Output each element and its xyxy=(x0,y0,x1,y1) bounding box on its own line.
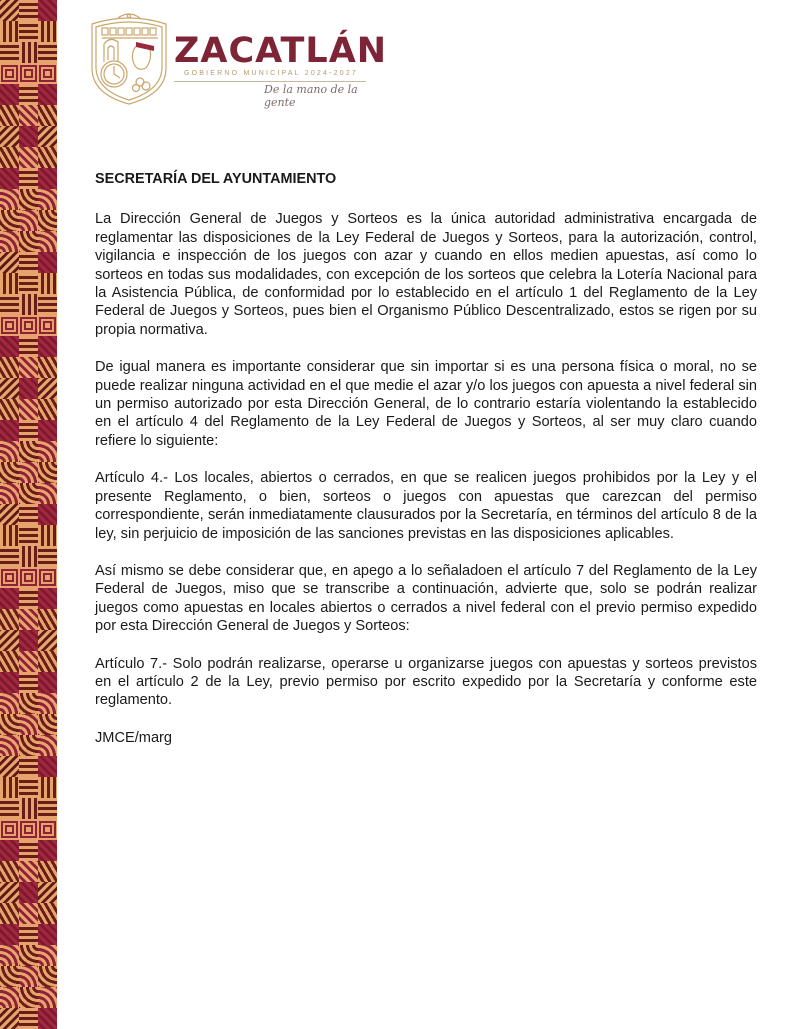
document-heading: SECRETARÍA DEL AYUNTAMIENTO xyxy=(95,171,337,187)
border-pattern-tile xyxy=(19,84,38,105)
border-pattern-tile xyxy=(19,441,38,462)
border-pattern-tile xyxy=(0,357,19,378)
border-pattern-tile xyxy=(38,189,57,210)
border-pattern-tile xyxy=(38,756,57,777)
border-pattern-tile xyxy=(0,273,19,294)
border-pattern-tile xyxy=(38,315,57,336)
border-pattern-tile xyxy=(38,126,57,147)
border-pattern-tile xyxy=(38,777,57,798)
coat-of-arms-icon xyxy=(88,10,170,106)
border-pattern-tile xyxy=(19,882,38,903)
border-pattern-tile xyxy=(38,882,57,903)
border-pattern-tile xyxy=(19,0,38,21)
border-pattern-tile xyxy=(0,903,19,924)
border-pattern-tile xyxy=(19,525,38,546)
border-pattern-tile xyxy=(19,546,38,567)
border-pattern-tile xyxy=(19,672,38,693)
border-pattern-tile xyxy=(19,756,38,777)
border-pattern-tile xyxy=(0,546,19,567)
border-pattern-tile xyxy=(0,63,19,84)
border-pattern-tile xyxy=(19,567,38,588)
border-pattern-tile xyxy=(38,357,57,378)
border-pattern-tile xyxy=(38,966,57,987)
brand-subtitle: GOBIERNO MUNICIPAL 2024-2027 xyxy=(183,70,359,77)
border-pattern-tile xyxy=(19,903,38,924)
border-pattern-tile xyxy=(38,105,57,126)
border-pattern-tile xyxy=(19,945,38,966)
border-pattern-tile xyxy=(0,168,19,189)
border-pattern-tile xyxy=(0,252,19,273)
border-pattern-tile xyxy=(0,294,19,315)
border-pattern-tile xyxy=(0,525,19,546)
border-pattern-tile xyxy=(38,840,57,861)
border-pattern-tile xyxy=(0,714,19,735)
border-pattern-tile xyxy=(38,42,57,63)
border-pattern-tile xyxy=(19,252,38,273)
border-pattern-tile xyxy=(0,819,19,840)
border-pattern-tile xyxy=(0,21,19,42)
border-pattern-tile xyxy=(0,315,19,336)
border-pattern-tile xyxy=(0,987,19,1008)
border-pattern-tile xyxy=(0,126,19,147)
border-pattern-tile xyxy=(19,819,38,840)
brand-name: ZACATLÁN xyxy=(174,31,388,71)
border-pattern-tile xyxy=(38,672,57,693)
border-pattern-tile xyxy=(0,336,19,357)
border-pattern-tile xyxy=(19,399,38,420)
border-pattern-tile xyxy=(0,504,19,525)
border-pattern-tile xyxy=(19,336,38,357)
border-pattern-tile xyxy=(0,861,19,882)
border-pattern-tile xyxy=(38,21,57,42)
border-pattern-tile xyxy=(0,441,19,462)
border-pattern-tile xyxy=(19,798,38,819)
article-4-quote: Artículo 4.- Los locales, abiertos o cerrados, en que se realicen juegos prohibidos por la Ley y el presente Reglamento, o bien, sorteos o juegos con apuestas que carezcan del permiso correspondiente, serán inmediatamente clausurados por la Secretaría, en términos del artículo 8 de la ley, sin perjuicio de imposición de las sanciones previstas en las disposiciones aplicables. xyxy=(95,470,757,542)
border-pattern-tile xyxy=(38,231,57,252)
border-pattern-tile xyxy=(19,63,38,84)
border-pattern-tile xyxy=(0,399,19,420)
border-pattern-tile xyxy=(19,651,38,672)
border-pattern-tile xyxy=(38,546,57,567)
border-pattern-tile xyxy=(19,609,38,630)
border-pattern-tile xyxy=(0,210,19,231)
border-pattern-tile xyxy=(38,609,57,630)
border-pattern-tile xyxy=(38,693,57,714)
border-pattern-tile xyxy=(0,147,19,168)
border-pattern-tile xyxy=(38,0,57,21)
border-pattern-tile xyxy=(19,126,38,147)
border-pattern-tile xyxy=(38,210,57,231)
border-pattern-tile xyxy=(19,924,38,945)
brand-divider xyxy=(174,81,366,82)
border-pattern-tile xyxy=(38,378,57,399)
border-pattern-tile xyxy=(0,630,19,651)
border-pattern-tile xyxy=(19,714,38,735)
border-pattern-tile xyxy=(38,462,57,483)
border-pattern-tile xyxy=(38,63,57,84)
border-pattern-tile xyxy=(38,819,57,840)
border-pattern-tile xyxy=(19,987,38,1008)
border-pattern-tile xyxy=(19,777,38,798)
paragraph-4: Así mismo se debe considerar que, en apego a lo señaladoen el artículo 7 del Reglamento de la Ley Federal de Juegos, miso que se transcribe a continuación, advierte que, solo se podrán realizar juegos como apuestas en locales abiertos o cerrados a nivel federal con el previo permiso expedido por esta Dirección General de Juegos y Sorteos: xyxy=(95,562,757,635)
border-pattern-tile xyxy=(0,231,19,252)
border-pattern-tile xyxy=(38,84,57,105)
border-pattern-tile xyxy=(38,651,57,672)
border-pattern-tile xyxy=(38,252,57,273)
border-pattern-tile xyxy=(0,966,19,987)
paragraph-2: De igual manera es importante considerar que sin importar si es una persona física o moral, no se puede realizar ninguna actividad en el que medie el azar y/o los juegos con apuesta a nivel federal sin un permiso autorizado por esta Dirección General, de lo contrario estaría violentando la establecido en el artículo 4 del Reglamento de la Ley Federal de Juegos y Sorteos, al ser muy claro cuando refiere lo siguiente: xyxy=(95,359,757,449)
border-pattern-tile xyxy=(0,924,19,945)
border-pattern-tile xyxy=(19,483,38,504)
border-pattern-tile xyxy=(38,588,57,609)
border-pattern-tile xyxy=(19,42,38,63)
border-pattern-tile xyxy=(19,315,38,336)
border-pattern-tile xyxy=(38,567,57,588)
border-pattern-tile xyxy=(38,714,57,735)
border-pattern-tile xyxy=(0,798,19,819)
border-pattern-tile xyxy=(0,651,19,672)
border-pattern-tile xyxy=(0,882,19,903)
paragraph-1: La Dirección General de Juegos y Sorteos es la única autoridad administrativa encargada de reglamentar las disposiciones de la Ley Federal de Juegos y Sorteos, para la autorización, control, vigilancia e inspección de los juegos con azar y cuando en ellos medien apuestas, así como lo sorteos en todas sus modalidades, con excepción de los sorteos que celebra la Lotería Nacional para la Asistencia Pública, de conformidad por lo establecido en el artículo 1 del Reglamento de la Ley Federal de Juegos y Sorteos, pues bien el Organismo Público Descentralizado, estos se rigen por su propia normativa. xyxy=(95,211,757,338)
border-pattern-tile xyxy=(0,0,19,21)
border-pattern-tile xyxy=(19,630,38,651)
border-pattern-tile xyxy=(19,420,38,441)
border-pattern-tile xyxy=(19,105,38,126)
border-pattern-tile xyxy=(0,756,19,777)
border-pattern-tile xyxy=(19,966,38,987)
border-pattern-tile xyxy=(38,168,57,189)
border-pattern-tile xyxy=(38,483,57,504)
border-pattern-tile xyxy=(19,504,38,525)
border-pattern-tile xyxy=(38,903,57,924)
border-pattern-tile xyxy=(38,1008,57,1029)
border-pattern-tile xyxy=(0,609,19,630)
document-body xyxy=(95,170,757,747)
border-pattern-tile xyxy=(0,483,19,504)
border-pattern-tile xyxy=(0,588,19,609)
border-pattern-tile xyxy=(38,336,57,357)
border-pattern-tile xyxy=(0,462,19,483)
border-pattern-tile xyxy=(19,294,38,315)
border-pattern-tile xyxy=(0,693,19,714)
border-pattern-tile xyxy=(38,924,57,945)
border-pattern-tile xyxy=(0,84,19,105)
border-pattern-tile xyxy=(38,945,57,966)
border-pattern-tile xyxy=(0,378,19,399)
decorative-border xyxy=(0,0,57,1024)
border-pattern-tile xyxy=(38,987,57,1008)
border-pattern-tile xyxy=(19,147,38,168)
border-pattern-tile xyxy=(19,168,38,189)
border-pattern-tile xyxy=(19,693,38,714)
border-pattern-tile xyxy=(38,441,57,462)
border-pattern-tile xyxy=(19,462,38,483)
border-pattern-tile xyxy=(19,1008,38,1029)
border-pattern-tile xyxy=(0,420,19,441)
border-pattern-tile xyxy=(19,357,38,378)
border-pattern-tile xyxy=(38,399,57,420)
border-pattern-tile xyxy=(0,945,19,966)
border-pattern-tile xyxy=(38,525,57,546)
signoff-initials: JMCE/marg xyxy=(95,729,173,746)
border-pattern-tile xyxy=(0,105,19,126)
municipal-logo xyxy=(88,10,388,109)
border-pattern-tile xyxy=(19,273,38,294)
border-pattern-tile xyxy=(19,189,38,210)
border-pattern-tile xyxy=(38,630,57,651)
border-pattern-tile xyxy=(38,735,57,756)
border-pattern-tile xyxy=(38,273,57,294)
border-pattern-tile xyxy=(38,861,57,882)
brand-slogan: De la mano de la gente xyxy=(264,83,358,109)
border-pattern-tile xyxy=(19,861,38,882)
border-pattern-tile xyxy=(38,294,57,315)
border-pattern-tile xyxy=(0,777,19,798)
border-pattern-tile xyxy=(19,231,38,252)
border-pattern-tile xyxy=(0,672,19,693)
border-pattern-tile xyxy=(38,147,57,168)
border-pattern-tile xyxy=(0,840,19,861)
border-pattern-tile xyxy=(0,1008,19,1029)
border-pattern-tile xyxy=(38,420,57,441)
border-pattern-tile xyxy=(19,735,38,756)
border-pattern-tile xyxy=(19,210,38,231)
border-pattern-tile xyxy=(38,504,57,525)
border-pattern-tile xyxy=(0,567,19,588)
article-7-quote: Artículo 7.- Solo podrán realizarse, operarse u organizarse juegos con apuestas y sorteos previstos en el artículo 2 de la Ley, previo permiso por escrito expedido por la Secretaría y conforme este reglamento. xyxy=(95,655,757,709)
border-pattern-tile xyxy=(38,798,57,819)
border-pattern-tile xyxy=(0,42,19,63)
border-pattern-tile xyxy=(0,189,19,210)
border-pattern-tile xyxy=(19,378,38,399)
border-pattern-tile xyxy=(0,735,19,756)
border-pattern-tile xyxy=(19,840,38,861)
border-pattern-tile xyxy=(19,21,38,42)
border-pattern-tile xyxy=(19,588,38,609)
